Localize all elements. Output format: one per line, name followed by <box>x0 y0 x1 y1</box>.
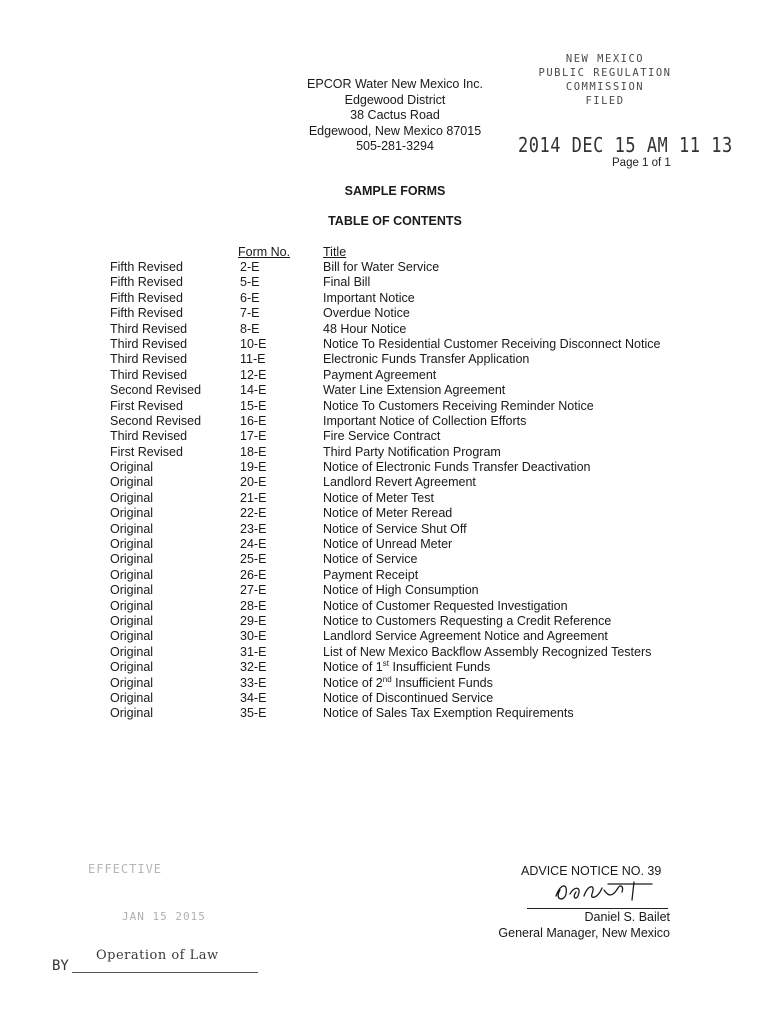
revision-label: Fifth Revised <box>110 275 183 290</box>
form-title-text: Notice of Sales Tax Exemption Requirements <box>323 706 574 721</box>
revision-label: Original <box>110 521 154 536</box>
toc-row <box>110 383 723 398</box>
form-number: 35-E <box>240 706 267 721</box>
form-title-rest: Insufficient Funds <box>389 660 491 675</box>
form-title <box>323 522 723 537</box>
revision-label: Original <box>110 537 154 552</box>
form-title <box>323 291 723 306</box>
form-title <box>323 475 723 490</box>
revision-label: Original <box>110 690 154 705</box>
form-title-text: Notice of 1 <box>323 660 383 675</box>
form-title <box>323 706 723 721</box>
form-number: 24-E <box>240 537 267 552</box>
form-title <box>323 352 723 367</box>
toc-row <box>110 506 723 521</box>
sample-forms-title: SAMPLE FORMS <box>344 184 446 198</box>
form-title <box>323 399 723 414</box>
form-number: 27-E <box>240 583 267 598</box>
revision-label: Fifth Revised <box>110 260 183 274</box>
form-number: 22-E <box>240 506 267 521</box>
revision-label: Original <box>110 506 154 521</box>
form-title <box>323 506 723 521</box>
form-title <box>323 260 723 275</box>
signer-name: Daniel S. Bailet <box>584 910 670 924</box>
form-number: 14-E <box>240 383 267 398</box>
toc-row <box>110 583 723 598</box>
form-title-text: Important Notice <box>323 290 415 305</box>
form-title-text: Notice To Residential Customer Receiving Disconnect Notice <box>323 336 661 351</box>
form-number: 5-E <box>240 275 260 290</box>
form-title <box>323 552 723 567</box>
form-number: 23-E <box>240 521 267 536</box>
toc-row <box>110 460 723 475</box>
company-header <box>290 77 500 155</box>
toc-title: TABLE OF CONTENTS <box>328 214 462 228</box>
toc-row <box>110 352 723 367</box>
form-title-text: Notice of Electronic Funds Transfer Deactivation <box>323 460 591 475</box>
form-number: 17-E <box>240 429 267 444</box>
faded-stamp-text: EFFECTIVE <box>88 862 163 876</box>
form-title <box>323 383 723 398</box>
form-number: 26-E <box>240 567 267 582</box>
street-address: 38 Cactus Road <box>350 108 440 122</box>
form-title <box>323 660 723 675</box>
filed-stamp <box>520 52 690 108</box>
form-number: 7-E <box>240 306 260 321</box>
by-signature-line <box>72 972 258 973</box>
form-number: 20-E <box>240 475 267 490</box>
form-title-text: Payment Receipt <box>323 567 419 582</box>
form-title <box>323 414 723 429</box>
ordinal-suffix: nd <box>382 674 392 684</box>
revision-label: Original <box>110 644 154 659</box>
form-title <box>323 676 723 691</box>
signer-role: General Manager, New Mexico <box>498 925 670 940</box>
form-number: 12-E <box>240 367 267 382</box>
form-title <box>323 614 723 629</box>
toc-row <box>110 368 723 383</box>
revision-label: Third Revised <box>110 429 188 444</box>
stamp-line: PUBLIC REGULATION <box>538 67 672 79</box>
revision-label: Third Revised <box>110 352 188 367</box>
district: Edgewood District <box>344 92 446 107</box>
form-title-text: List of New Mexico Backflow Assembly Recognized Testers <box>323 644 652 659</box>
form-title-text: Notice of Meter Reread <box>323 506 453 521</box>
revision-label: Third Revised <box>110 336 188 351</box>
toc-row <box>110 414 723 429</box>
toc-row <box>110 568 723 583</box>
form-title <box>323 337 723 352</box>
form-title <box>323 445 723 460</box>
revision-label: Original <box>110 567 154 582</box>
form-title <box>323 568 723 583</box>
toc-row <box>110 475 723 490</box>
toc-row <box>110 537 723 552</box>
revision-label: Original <box>110 660 154 675</box>
form-number: 10-E <box>240 336 267 351</box>
toc-row <box>110 660 723 675</box>
revision-label: Third Revised <box>110 321 188 336</box>
advice-notice: ADVICE NOTICE NO. 39 <box>521 864 662 878</box>
toc-row <box>110 552 723 567</box>
toc-row <box>110 429 723 444</box>
toc-row <box>110 337 723 352</box>
revision-label: First Revised <box>110 444 183 459</box>
form-title-rest: Insufficient Funds <box>391 675 493 690</box>
form-title-text: Notice of 2 <box>323 675 383 690</box>
stamp-line: NEW MEXICO <box>565 53 645 65</box>
form-title-text: Notice of Service <box>323 552 418 567</box>
form-title <box>323 537 723 552</box>
revision-label: Second Revised <box>110 383 202 398</box>
form-title-text: Water Line Extension Agreement <box>323 383 506 398</box>
operation-of-law-stamp: Operation of Law <box>96 948 219 963</box>
form-number: 29-E <box>240 613 267 628</box>
revision-label: Fifth Revised <box>110 290 183 305</box>
stamp-line: COMMISSION <box>565 81 645 93</box>
form-title-text: Fire Service Contract <box>323 429 441 444</box>
revision-label: Original <box>110 583 154 598</box>
form-title <box>323 491 723 506</box>
stamp-line: FILED <box>585 95 625 107</box>
revision-label: Third Revised <box>110 367 188 382</box>
toc-row <box>110 645 723 660</box>
signature <box>548 876 658 906</box>
form-number: 30-E <box>240 629 267 644</box>
revision-label: Original <box>110 706 154 721</box>
form-title-text: 48 Hour Notice <box>323 321 407 336</box>
form-number: 11-E <box>240 352 266 367</box>
form-title-text: Landlord Revert Agreement <box>323 475 476 490</box>
form-title-text: Notice of Discontinued Service <box>323 690 494 705</box>
form-title-text: Notice To Customers Receiving Reminder Notice <box>323 398 594 413</box>
form-number: 28-E <box>240 598 267 613</box>
form-number: 32-E <box>240 660 267 675</box>
toc-row <box>110 691 723 706</box>
revision-label: Original <box>110 490 154 505</box>
form-title-text: Payment Agreement <box>323 367 437 382</box>
form-title <box>323 275 723 290</box>
form-title-text: Notice of Customer Requested Investigation <box>323 598 568 613</box>
form-title-text: Landlord Service Agreement Notice and Agreement <box>323 629 608 644</box>
revision-label: Original <box>110 675 154 690</box>
filed-date-stamp: 2014 DEC 15 AM 11 13 <box>518 134 733 158</box>
form-title-text: Final Bill <box>323 275 371 290</box>
toc-row <box>110 491 723 506</box>
form-title-text: Notice of High Consumption <box>323 583 479 598</box>
form-title <box>323 599 723 614</box>
form-title <box>323 691 723 706</box>
company-name: EPCOR Water New Mexico Inc. <box>307 77 483 91</box>
toc-row <box>110 306 723 321</box>
ordinal-suffix: st <box>382 659 389 668</box>
form-number: 34-E <box>240 690 267 705</box>
forms-table <box>110 260 723 722</box>
form-title <box>323 429 723 444</box>
form-number: 18-E <box>240 444 267 459</box>
form-title <box>323 322 723 337</box>
form-title-text: Important Notice of Collection Efforts <box>323 413 527 428</box>
toc-row <box>110 275 723 290</box>
toc-row <box>110 614 723 629</box>
faded-stamp-date: JAN 15 2015 <box>122 910 206 923</box>
revision-label: Fifth Revised <box>110 306 183 321</box>
revision-label: Original <box>110 475 154 490</box>
form-number: 31-E <box>240 644 267 659</box>
toc-row <box>110 706 723 721</box>
form-number: 25-E <box>240 552 267 567</box>
form-number: 19-E <box>240 460 267 475</box>
revision-label: Original <box>110 460 154 475</box>
form-no-column-header: Form No. <box>238 245 291 259</box>
revision-label: First Revised <box>110 398 183 413</box>
form-title-text: Electronic Funds Transfer Application <box>323 352 530 367</box>
form-title-text: Notice of Service Shut Off <box>323 521 467 536</box>
phone-number: 505-281-3294 <box>356 139 434 153</box>
toc-row <box>110 522 723 537</box>
form-number: 15-E <box>240 398 267 413</box>
form-title-text: Notice of Unread Meter <box>323 537 453 552</box>
toc-row <box>110 599 723 614</box>
toc-row <box>110 291 723 306</box>
form-number: 16-E <box>240 413 267 428</box>
form-title <box>323 645 723 660</box>
revision-label: Original <box>110 613 154 628</box>
toc-row <box>110 260 723 275</box>
revision-label: Original <box>110 629 154 644</box>
page-number: Page 1 of 1 <box>612 157 671 169</box>
revision-label: Original <box>110 598 154 613</box>
form-title <box>323 306 723 321</box>
signature-line <box>527 908 668 909</box>
title-column-header: Title <box>323 245 347 259</box>
toc-row <box>110 676 723 691</box>
toc-row <box>110 322 723 337</box>
signer-block <box>470 910 670 941</box>
form-number: 6-E <box>240 290 260 305</box>
form-title <box>323 583 723 598</box>
form-title <box>323 460 723 475</box>
form-number: 21-E <box>240 490 267 505</box>
form-title-text: Notice to Customers Requesting a Credit Reference <box>323 613 612 628</box>
toc-row <box>110 399 723 414</box>
city-state-zip: Edgewood, New Mexico 87015 <box>308 123 482 138</box>
revision-label: Original <box>110 552 154 567</box>
form-title-text: Third Party Notification Program <box>323 444 501 459</box>
form-title-text: Notice of Meter Test <box>323 490 434 505</box>
form-title <box>323 629 723 644</box>
form-title-text: Bill for Water Service <box>323 260 440 274</box>
revision-label: Second Revised <box>110 413 202 428</box>
toc-row <box>110 445 723 460</box>
toc-row <box>110 629 723 644</box>
form-title <box>323 368 723 383</box>
form-number: 8-E <box>240 321 260 336</box>
form-title-text: Overdue Notice <box>323 306 410 321</box>
by-label: BY <box>52 958 69 974</box>
form-number: 2-E <box>240 260 260 274</box>
form-number: 33-E <box>240 675 267 690</box>
